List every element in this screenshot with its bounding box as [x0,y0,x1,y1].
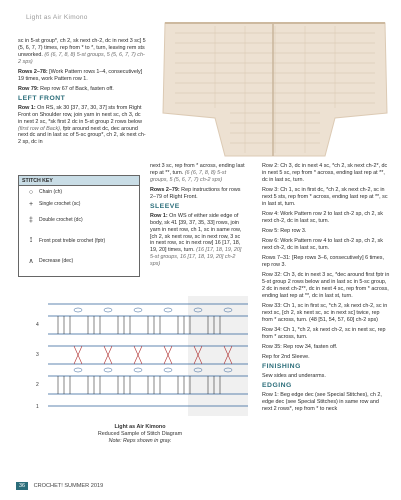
col3-rows-7-31: Rows 7–31: [Rep rows 3–6, consecutively] 6 times, rep row 3. [262,254,384,268]
column-1 [18,38,146,149]
col3-rep-2nd: Rep for 2nd Sleeve. [262,353,310,360]
diagram-row-label-3: 3 [36,352,39,358]
col3-row-3: Row 3: Ch 1, sc in first dc, *ch 2, sk next ch-2, sc in next 5 sts, rep from * across, ending last rep at **, sc in last st, turn. [262,186,388,207]
col3-row-35: Row 35: Rep row 34, fasten off. [262,343,338,350]
col3-edging-row-1: Row 1: Beg edge dec (see Special Stitches), ch 2, edge dec (see Special Stitches) in same row and next 2 rows*, rep from * to neck [262,391,382,412]
col3-row-2: Row 2: Ch 3, dc in next 4 sc, *ch 2, sk next ch-2*, dc in next 5 sc, rep from * across, ending last rep at **, dc in last sc, turn. [262,163,388,183]
column-3 [262,163,390,416]
caption-subtitle: Reduced Sample of Stitch Diagram [97,430,183,437]
sleeve-heading: SLEEVE [150,202,180,210]
page-footer [16,482,103,490]
kimono-image [155,8,395,158]
col1-row-1: Row 1: On RS, sk 30 [37, 37, 30, 37] sts from Right Front on Shoulder row, join yarn in next sc, ch 3, dc in next 2 sc, *sk first 2 dc in 5-st group 2 rows below (first row of Back), fptr around next dc, dec around next dc and in last sc of 5-sc group*, ch 2, sk next ch-2 sp, dc in [18,104,146,146]
caption-title: Light as Air Kimono [114,424,166,430]
key-single-crochet: + Single crochet (sc) [28,200,81,208]
col2-rows-2-79: Rows 2–79: Rep instructions for rows 2–79 of Right Front. [150,186,241,200]
left-front-heading: LEFT FRONT [18,94,66,102]
stitch-key [18,175,140,277]
finishing-heading: FINISHING [262,362,301,370]
running-head: Light as Air Kimono [26,14,88,21]
key-decrease: ∧ Decrease (dec) [28,258,74,265]
col3-row-32: Row 32: Ch 3, dc in next 3 sc, *dec around first fptr in 5-st group 2 rows below and in last sc in 5-sc group, 2 dc in next ch-2**, dc in next 4 sc, rep from * across, ending last rep at **, dc in last st, turn. [262,271,390,299]
key-fptr: ⟟ Front post treble crochet (fptr) [29,237,106,244]
col3-row-6: Row 6: Work Pattern row 4 to last ch-2 sp, ch 2, sk next ch-2, dc in last sc, turn. [262,237,383,251]
stitch-diagram-svg [18,296,258,421]
col2-sleeve-row-1: Row 1: On WS of either side edge of body, sk 41 [39, 37, 35, 33] rows, join yarn in next row, ch 1, sc in same row, [ch 2, sk next row, sc in next row, 3 sc in next row, sc in next row] 16 [17, 18, 19, 20] times, turn. (16 [17, 18, 19, 20] 5-st groups, 16 [17, 18, 19, 20] ch-2 sps) [150,212,242,268]
col3-row-4: Row 4: Work Pattern row 2 to last ch-2 sp, ch 2, sk next ch-2, dc in last sc, turn. [262,210,383,224]
column-2 [150,163,245,271]
diagram-row-label-4: 4 [36,322,39,328]
magazine-name: CROCHET! SUMMER 2019 [33,483,104,489]
col1-row-79: Row 79: Rep row 67 of Back, fasten off. [18,85,114,92]
col3-finishing: Sew sides and underarms. [262,372,326,379]
col3-row-5: Row 5: Rep row 3. [262,227,307,234]
key-chain: ○ Chain (ch) [28,188,63,196]
col3-row-33: Row 33: Ch 1, sc in first sc, *ch 2, sk next ch-2, sc in next sc, [ch 2, sk next sc, sc in next sc] twice, rep from * across, turn. (48 [51, 54, 57, 60] ch-2 sps) [262,302,388,323]
diagram-caption [60,424,220,444]
stitch-diagram [18,296,258,421]
stitch-key-title: STITCH KEY [19,176,139,186]
kimono-photo [155,8,395,158]
diagram-row-label-2: 2 [36,382,39,388]
edging-heading: EDGING [262,381,292,389]
caption-note: Note: Reps shown in gray. [108,437,172,444]
key-double-crochet: ‡ Double crochet (dc) [29,216,83,224]
diagram-row-label-1: 1 [36,404,39,410]
page-number: 36 [16,482,28,490]
col3-row-34: Row 34: Ch 1, *ch 2, sk next ch-2, sc in next sc, rep from * across, turn. [262,326,386,340]
col1-intro: sc in 5-st group*, ch 2, sk next ch-2, dc in next 3 sc] 5 (5, 6, 7, 7) times, rep from * to *, turn, leaving rem sts unworked. (6 (6, 7, 8, 8) 5-st groups, 5 (5, 6, 7, 7) ch-2 sps) [18,38,146,65]
col1-rows-2-78: Rows 2–78: [Work Pattern rows 1–4, consecutively] 19 times, work Pattern row 1. [18,68,143,82]
col2-cont: next 3 sc, rep from * across, ending last rep at **, turn. (6 (6, 7, 8, 8) 5-st groups, 5 (5, 6, 7, 7) ch-2 sps) [150,163,245,183]
